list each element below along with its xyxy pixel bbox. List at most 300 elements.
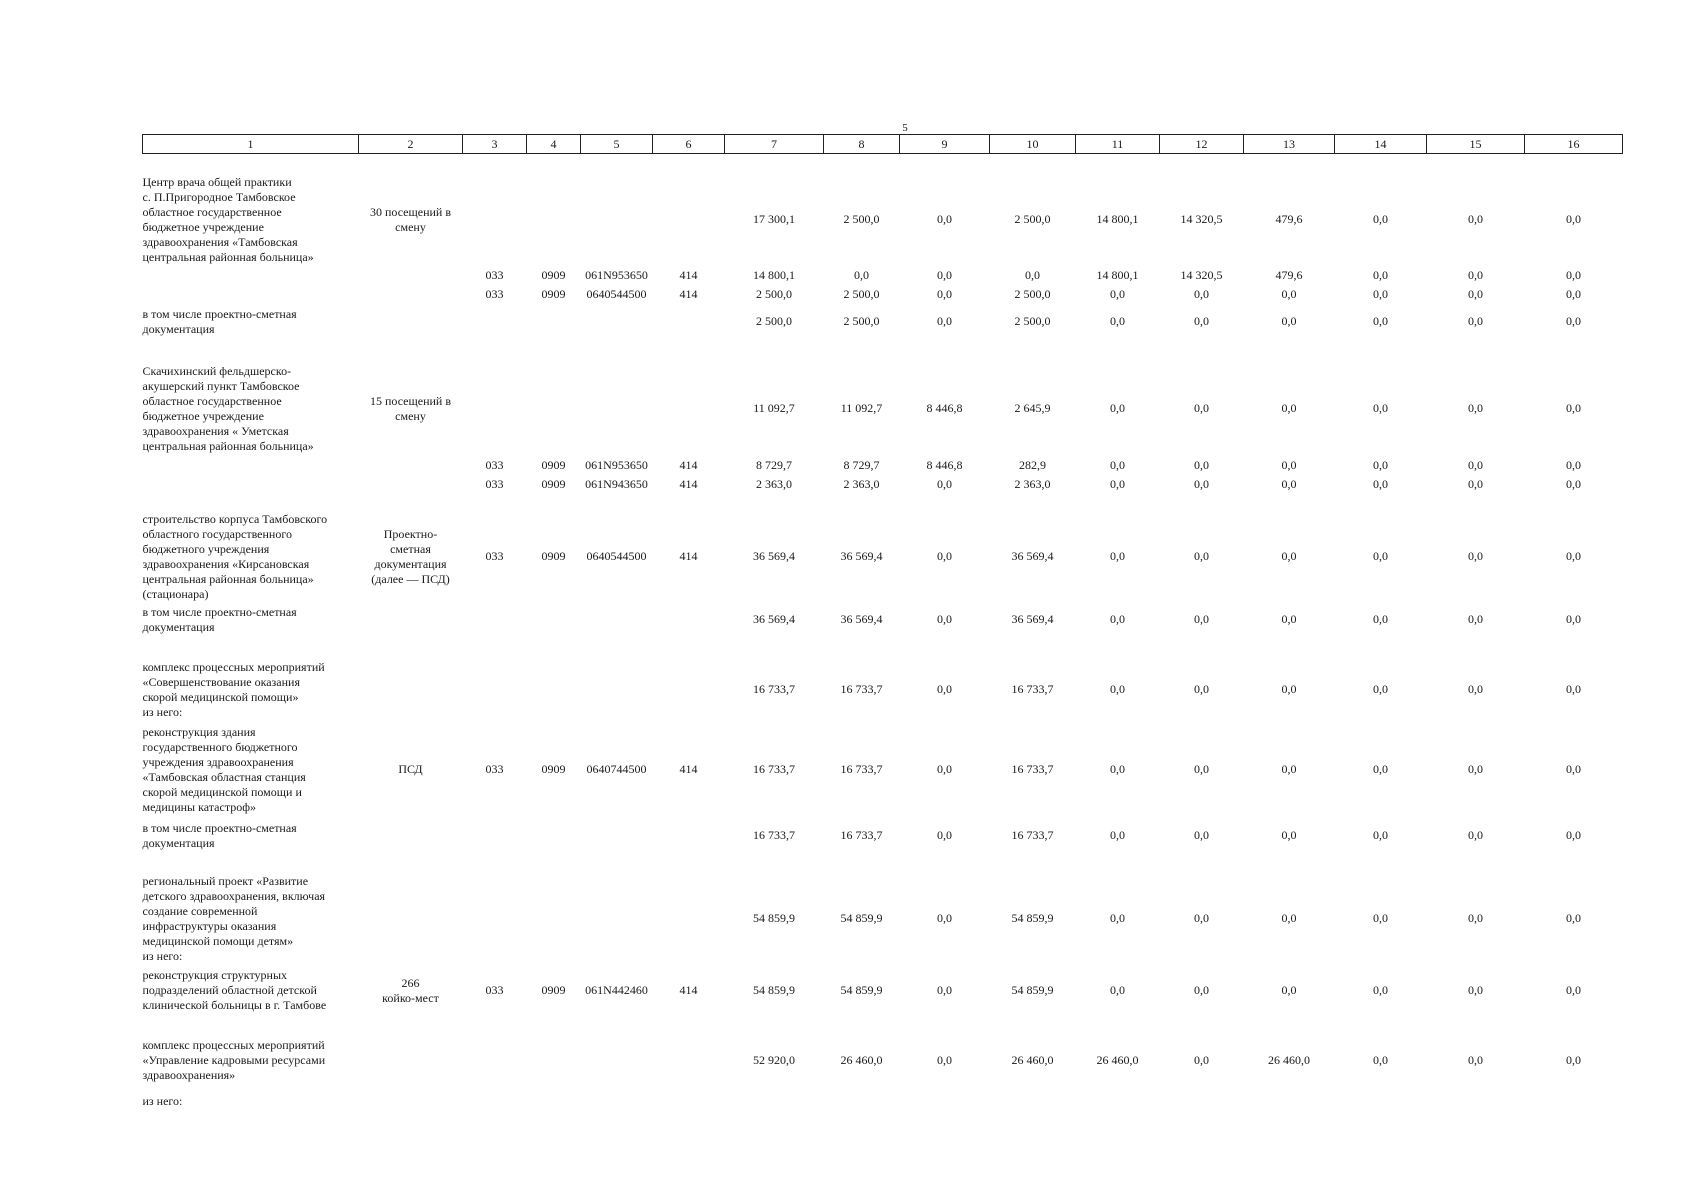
column-header-12: 12 [1160,135,1244,154]
row-amount-col-9: 0,0 [937,911,952,925]
row-code-c3 [463,854,527,964]
row-code-c6 [653,1018,725,1090]
row-amount-col-9: 8 446,8 [926,457,963,472]
budget-table [142,134,1623,1114]
row-amount-col-10: 2 363,0 [1014,476,1051,491]
row-amount-col-13: 0,0 [1281,457,1297,472]
cell-line: (стационара) [142,586,209,601]
row-amount-col-14: 0,0 [1373,286,1388,301]
row-amount-col-15: 0,0 [1468,682,1483,696]
row-amount-col-16: 0,0 [1566,267,1581,282]
row-amount-col-7: 36 569,4 [753,612,795,626]
cell-line: из него: [142,1094,183,1108]
cell-line: медицины катастроф» [142,799,256,814]
row-amount-col-12: 0,0 [1194,476,1209,491]
row-code-c5 [581,340,653,456]
cell-line: государственного бюджетного [142,739,298,754]
row-capacity [359,475,463,494]
row-amount-col-15: 0,0 [1468,828,1483,842]
row-code-c5 [581,638,653,722]
column-header-1: 1 [143,135,359,154]
row-amount-col-10 [990,1090,1076,1114]
row-amount-col-8: 8 729,7 [843,457,880,472]
cell-line: «Совершенствование оказания [142,674,300,689]
row-code-c3: 033 [485,476,504,491]
row-capacity [359,285,463,304]
row-amount-col-11: 26 460,0 [1096,1053,1139,1067]
row-capacity [359,964,463,1018]
row-amount-col-14: 0,0 [1373,762,1388,776]
row-code-c3: 033 [485,286,504,301]
column-header-11: 11 [1076,135,1160,154]
row-code-c3 [463,304,527,340]
row-amount-col-8: 16 733,7 [840,828,883,842]
row-amount-col-16: 0,0 [1566,476,1581,491]
cell-line: создание современной [142,903,258,918]
row-description [143,1018,359,1090]
row-code-c4: 0909 [541,286,566,301]
row-amount-col-10: 54 859,9 [1011,983,1054,997]
row-amount-col-15: 0,0 [1468,314,1483,328]
row-code-c5: 061N442460 [585,983,648,997]
table-row [143,304,1623,340]
row-amount-col-15 [1427,1090,1525,1114]
cell-line: 15 посещений в [369,393,452,408]
row-amount-col-14: 0,0 [1373,682,1388,696]
row-amount-col-15: 0,0 [1468,286,1483,301]
row-amount-col-13: 0,0 [1281,476,1297,491]
cell-line: смену [395,408,426,423]
row-capacity [359,266,463,285]
row-amount-col-16: 0,0 [1566,457,1581,472]
cell-line: подразделений областной детской [142,983,317,997]
row-description [143,1090,359,1114]
cell-line: центральная районная больница» [142,571,314,586]
row-code-c3 [463,818,527,854]
cell-line: ПСД [398,762,423,776]
row-amount-col-14: 0,0 [1373,267,1388,282]
cell-line: смену [395,219,426,234]
row-code-c3 [463,154,527,266]
row-code-c4 [527,1018,581,1090]
row-code-c3: 033 [485,762,504,776]
row-code-c4 [527,818,581,854]
row-amount-col-16: 0,0 [1566,286,1581,301]
cell-line: койко-мест [382,990,439,1005]
cell-line: документация [142,619,215,634]
row-capacity [359,638,463,722]
row-amount-col-9: 8 446,8 [926,401,963,415]
table-row [143,964,1623,1018]
row-code-c6: 414 [679,476,698,491]
row-amount-col-10: 16 733,7 [1011,828,1054,842]
row-description [143,638,359,722]
row-code-c4: 0909 [541,457,566,472]
row-amount-col-15: 0,0 [1468,457,1483,472]
row-amount-col-7: 16 733,7 [753,682,795,696]
row-capacity [359,154,463,266]
row-code-c6 [653,154,725,266]
row-amount-col-12: 0,0 [1194,401,1209,415]
cell-line: здравоохранения» [142,1068,236,1082]
column-header-7: 7 [725,135,824,154]
column-header-5: 5 [581,135,653,154]
row-amount-col-15: 0,0 [1468,549,1483,563]
row-amount-col-8: 2 500,0 [843,286,880,301]
row-amount-col-9: 0,0 [937,476,952,491]
column-header-15: 15 [1427,135,1525,154]
row-amount-col-12: 0,0 [1194,1053,1209,1067]
row-amount-col-9: 0,0 [937,314,952,328]
cell-line: 30 посещений в [369,204,452,219]
row-amount-col-11: 0,0 [1110,911,1125,925]
row-amount-col-7: 17 300,1 [753,212,795,227]
row-amount-col-7: 16 733,7 [753,762,795,776]
column-number-header [143,135,1623,154]
row-amount-col-7: 2 500,0 [756,314,792,328]
row-code-c3: 033 [485,267,504,282]
row-amount-col-11: 0,0 [1110,828,1125,842]
row-amount-col-12 [1160,1090,1244,1114]
row-amount-col-11 [1076,1090,1160,1114]
row-amount-col-8: 0,0 [854,267,869,282]
row-amount-col-13: 0,0 [1281,314,1297,328]
row-capacity [359,340,463,456]
row-amount-col-7: 8 729,7 [756,457,792,472]
row-code-c3 [463,1018,527,1090]
row-amount-col-9: 0,0 [937,983,952,997]
row-amount-col-13: 0,0 [1281,612,1297,626]
row-amount-col-16: 0,0 [1566,762,1581,776]
column-header-14: 14 [1335,135,1427,154]
cell-line: реконструкция структурных [142,968,288,982]
table-row [143,285,1623,304]
row-amount-col-7: 11 092,7 [753,401,795,415]
cell-line: сметная [390,541,431,556]
cell-line: учреждения здравоохранения [142,754,294,769]
row-capacity [359,1090,463,1114]
column-header-16: 16 [1525,135,1623,154]
cell-line: «Тамбовская областная станция [142,769,306,784]
row-code-c3 [463,638,527,722]
row-amount-col-15: 0,0 [1468,983,1483,997]
column-header-9: 9 [900,135,990,154]
row-amount-col-15: 0,0 [1468,212,1483,227]
row-amount-col-16 [1525,1090,1623,1114]
row-code-c5: 0640544500 [586,286,647,301]
cell-line: скорой медицинской помощи» [142,689,299,704]
row-code-c3: 033 [485,983,504,997]
row-description [143,456,359,475]
row-amount-col-9: 0,0 [937,828,952,842]
row-amount-col-13: 0,0 [1281,682,1297,696]
row-amount-col-10: 2 645,9 [1014,401,1051,415]
row-amount-col-9: 0,0 [937,1053,952,1067]
row-amount-col-16: 0,0 [1566,401,1581,415]
row-amount-col-11: 0,0 [1110,401,1125,415]
row-amount-col-10: 2 500,0 [1014,212,1051,227]
cell-line: областное государственное [142,393,282,408]
row-amount-col-12: 0,0 [1194,682,1209,696]
cell-line: из него: [142,948,183,963]
row-code-c4: 0909 [541,762,566,776]
row-description [143,340,359,456]
cell-line: Проектно- [383,526,438,541]
table-row [143,340,1623,456]
row-amount-col-13: 479,6 [1275,212,1303,227]
row-amount-col-11: 14 800,1 [1096,267,1139,282]
row-amount-col-10: 2 500,0 [1014,286,1051,301]
row-amount-col-10: 0,0 [1025,267,1040,282]
row-code-c3 [463,340,527,456]
row-code-c6: 414 [679,549,698,563]
row-amount-col-12: 0,0 [1194,983,1209,997]
row-amount-col-9: 0,0 [937,682,952,696]
row-amount-col-14: 0,0 [1373,983,1388,997]
row-amount-col-14 [1335,1090,1427,1114]
row-code-c5: 061N953650 [585,267,648,282]
row-amount-col-15: 0,0 [1468,612,1483,626]
cell-line: центральная районная больница» [142,249,314,264]
cell-line: реконструкция здания [142,724,256,739]
cell-line: здравоохранения «Кирсановская [142,556,310,571]
row-amount-col-13: 0,0 [1281,911,1297,925]
row-amount-col-13: 479,6 [1275,267,1303,282]
row-code-c5: 061N953650 [585,457,648,472]
row-description [143,475,359,494]
row-amount-col-11: 0,0 [1110,762,1125,776]
row-capacity [359,456,463,475]
row-code-c4: 0909 [541,983,566,997]
row-amount-col-8: 11 092,7 [840,401,883,415]
cell-line: инфраструктуры оказания [142,918,277,933]
column-header-4: 4 [527,135,581,154]
cell-line: в том числе проектно-сметная [142,604,297,619]
row-amount-col-16: 0,0 [1566,1053,1581,1067]
row-code-c3 [463,602,527,638]
row-amount-col-11: 0,0 [1110,314,1125,328]
column-header-2: 2 [359,135,463,154]
row-amount-col-7: 52 920,0 [753,1053,795,1067]
row-amount-col-10: 36 569,4 [1011,612,1054,626]
row-code-c5: 0640544500 [586,549,647,563]
row-amount-col-11: 0,0 [1110,612,1125,626]
table-row [143,494,1623,602]
row-amount-col-15: 0,0 [1468,911,1483,925]
row-amount-col-8: 36 569,4 [840,549,883,563]
row-amount-col-11: 0,0 [1110,549,1125,563]
row-amount-col-11: 0,0 [1110,286,1125,301]
row-capacity [359,722,463,818]
row-amount-col-16: 0,0 [1566,983,1581,997]
cell-line: бюджетное учреждение [142,408,264,423]
row-amount-col-8: 54 859,9 [840,983,883,997]
cell-line: детского здравоохранения, включая [142,888,326,903]
row-code-c5: 0640744500 [586,762,647,776]
row-amount-col-11: 0,0 [1110,682,1125,696]
row-description [143,964,359,1018]
row-amount-col-12: 0,0 [1194,828,1209,842]
row-amount-col-14: 0,0 [1373,476,1388,491]
row-code-c5 [581,1018,653,1090]
row-amount-col-14: 0,0 [1373,314,1388,328]
cell-line: бюджетного учреждения [142,541,270,556]
cell-line: областного государственного [142,526,292,541]
row-amount-col-15: 0,0 [1468,267,1483,282]
row-code-c5 [581,1090,653,1114]
row-description [143,285,359,304]
row-amount-col-13 [1244,1090,1335,1114]
row-code-c6 [653,340,725,456]
row-amount-col-7: 54 859,9 [753,911,795,925]
row-amount-col-8: 36 569,4 [840,612,883,626]
row-amount-col-16: 0,0 [1566,212,1581,227]
table-row [143,475,1623,494]
row-code-c4 [527,638,581,722]
table-row [143,638,1623,722]
row-capacity [359,1018,463,1090]
row-description [143,154,359,266]
row-amount-col-15: 0,0 [1468,401,1483,415]
row-code-c4 [527,602,581,638]
row-amount-col-14: 0,0 [1373,1053,1388,1067]
row-code-c5 [581,854,653,964]
cell-line: в том числе проектно-сметная [142,820,297,835]
row-description [143,818,359,854]
row-amount-col-14: 0,0 [1373,457,1388,472]
row-amount-col-10: 16 733,7 [1011,762,1054,776]
cell-line: здравоохранения « Уметская [142,423,289,438]
row-amount-col-16: 0,0 [1566,828,1581,842]
row-code-c6 [653,304,725,340]
row-amount-col-14: 0,0 [1373,911,1388,925]
table-body [143,154,1623,1114]
cell-line: клинической больницы в г. Тамбове [142,998,327,1012]
cell-line: бюджетное учреждение [142,219,264,234]
table-row [143,456,1623,475]
cell-line: документация [374,556,447,571]
table-row [143,722,1623,818]
row-amount-col-12: 14 320,5 [1180,212,1223,227]
row-amount-col-15: 0,0 [1468,476,1483,491]
row-code-c5 [581,154,653,266]
row-code-c6: 414 [679,267,698,282]
row-code-c5: 061N943650 [585,476,648,491]
row-amount-col-7: 14 800,1 [753,267,795,282]
table-row [143,154,1623,266]
row-description [143,854,359,964]
column-header-13: 13 [1244,135,1335,154]
cell-line: строительство корпуса Тамбовского [142,511,328,526]
row-description [143,722,359,818]
column-header-6: 6 [653,135,725,154]
row-amount-col-7: 2 500,0 [756,286,792,301]
row-amount-col-8: 2 500,0 [843,314,880,328]
row-amount-col-12: 0,0 [1194,314,1209,328]
row-amount-col-8: 16 733,7 [840,682,883,696]
row-code-c6 [653,1090,725,1114]
row-amount-col-11: 14 800,1 [1096,212,1139,227]
row-code-c3 [463,1090,527,1114]
row-amount-col-9: 0,0 [937,212,952,227]
row-amount-col-11: 0,0 [1110,476,1125,491]
row-code-c6: 414 [679,762,698,776]
row-capacity [359,854,463,964]
row-amount-col-16: 0,0 [1566,682,1581,696]
row-amount-col-12: 14 320,5 [1180,267,1223,282]
row-amount-col-9: 0,0 [937,762,952,776]
row-description [143,266,359,285]
row-amount-col-16: 0,0 [1566,549,1581,563]
row-amount-col-8: 54 859,9 [840,911,883,925]
row-code-c6 [653,602,725,638]
cell-line: с. П.Пригородное Тамбовское [142,189,296,204]
row-code-c5 [581,602,653,638]
row-amount-col-9: 0,0 [937,286,952,301]
cell-line: из него: [142,704,183,719]
row-amount-col-7: 2 363,0 [756,476,792,491]
row-amount-col-12: 0,0 [1194,911,1209,925]
row-amount-col-10: 282,9 [1019,457,1046,472]
row-code-c4 [527,1090,581,1114]
cell-line: комплекс процессных мероприятий [142,1038,325,1052]
row-amount-col-14: 0,0 [1373,549,1388,563]
row-amount-col-8: 16 733,7 [840,762,883,776]
column-header-3: 3 [463,135,527,154]
row-amount-col-8 [824,1090,900,1114]
table-row [143,1018,1623,1090]
row-code-c4: 0909 [541,267,566,282]
row-code-c4 [527,854,581,964]
row-amount-col-10: 54 859,9 [1011,911,1054,925]
row-code-c5 [581,304,653,340]
row-amount-col-7 [725,1090,824,1114]
row-amount-col-13: 0,0 [1281,401,1297,415]
row-amount-col-7: 36 569,4 [753,549,795,563]
row-amount-col-14: 0,0 [1373,401,1388,415]
row-code-c6: 414 [679,983,698,997]
table-row [143,266,1623,285]
row-code-c4 [527,154,581,266]
row-code-c4: 0909 [541,549,566,563]
row-description [143,494,359,602]
row-capacity [359,818,463,854]
column-header-8: 8 [824,135,900,154]
row-amount-col-7: 16 733,7 [753,828,795,842]
cell-line: медицинской помощи детям» [142,933,294,948]
row-amount-col-8: 2 500,0 [843,212,880,227]
row-code-c6 [653,854,725,964]
row-capacity [359,494,463,602]
row-amount-col-16: 0,0 [1566,612,1581,626]
row-code-c3: 033 [485,549,504,563]
row-amount-col-13: 0,0 [1281,983,1297,997]
row-code-c3: 033 [485,457,504,472]
cell-line: областное государственное [142,204,282,219]
row-amount-col-15: 0,0 [1468,762,1483,776]
row-code-c5 [581,818,653,854]
row-amount-col-11: 0,0 [1110,457,1125,472]
row-amount-col-14: 0,0 [1373,612,1388,626]
row-amount-col-10: 16 733,7 [1011,682,1054,696]
row-code-c4: 0909 [541,476,566,491]
row-amount-col-9: 0,0 [937,549,952,563]
cell-line: Скачихинский фельдшерско- [142,363,292,378]
row-amount-col-9 [900,1090,990,1114]
row-amount-col-12: 0,0 [1194,286,1209,301]
table-row [143,602,1623,638]
row-amount-col-12: 0,0 [1194,612,1209,626]
